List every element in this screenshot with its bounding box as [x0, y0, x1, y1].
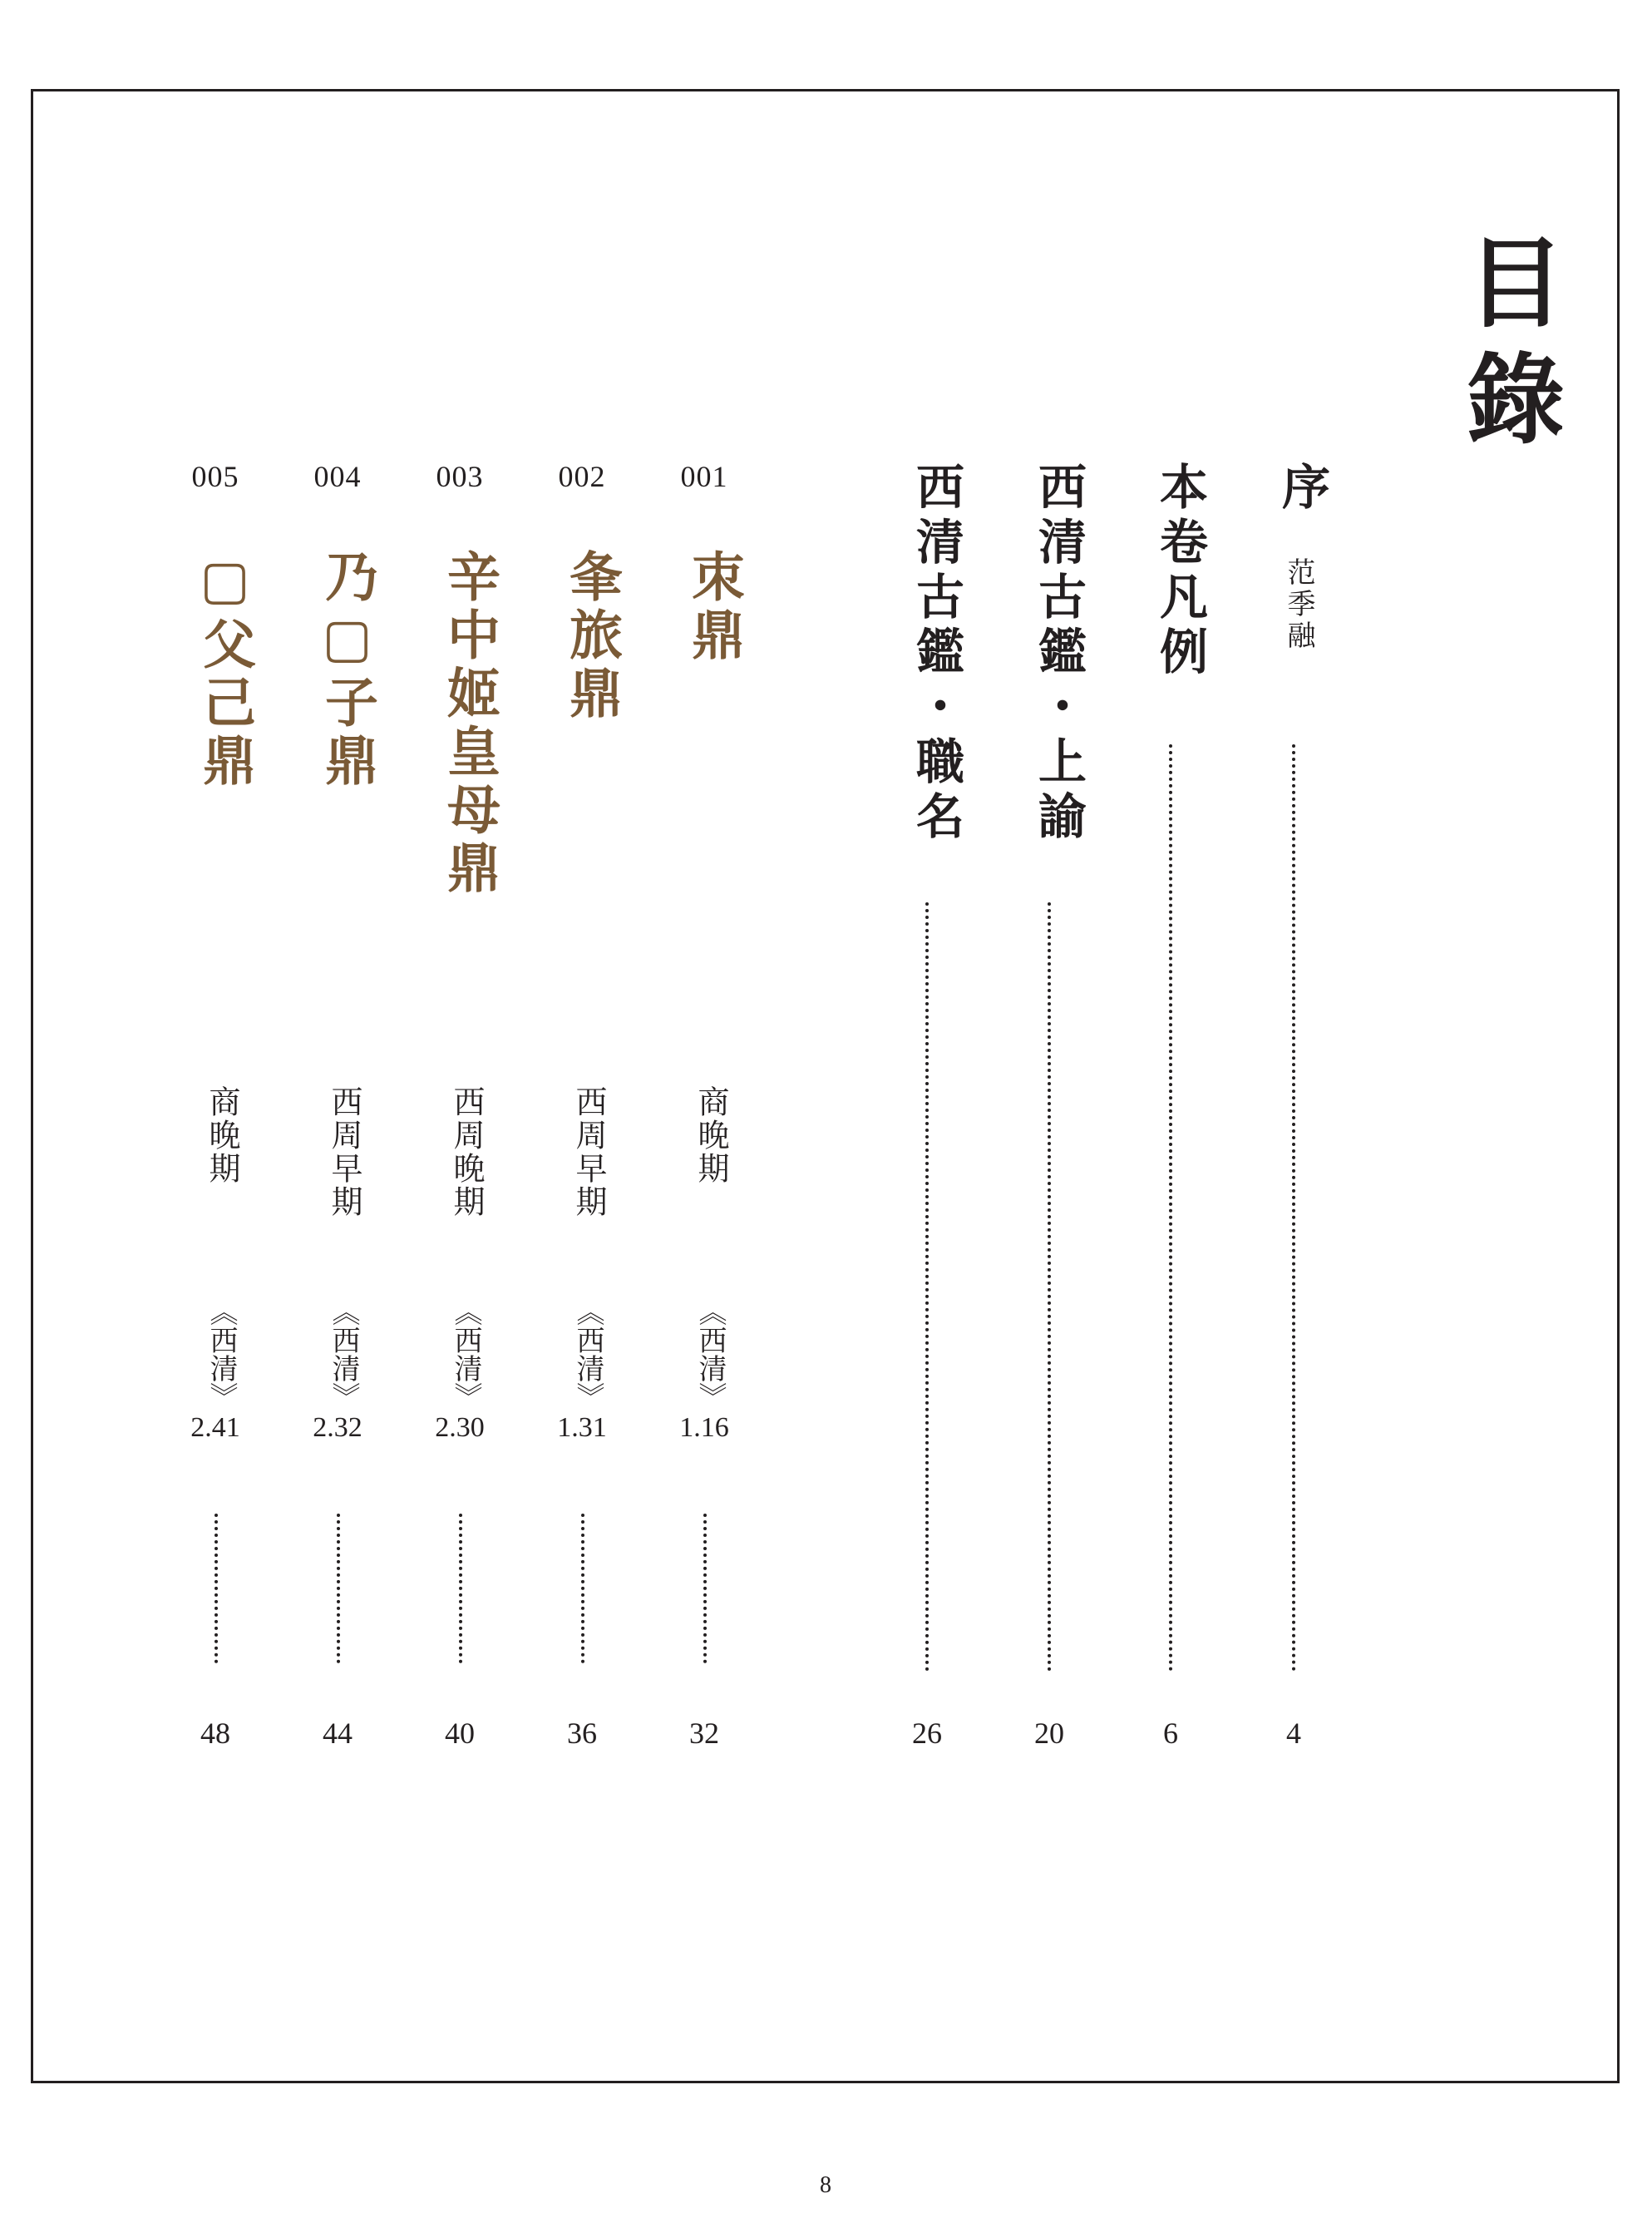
- preface-author: 范季融: [1282, 557, 1315, 652]
- leader-dots: [581, 1514, 584, 1663]
- entry-reference-label: 《西清》: [205, 1297, 238, 1410]
- leader-dots: [337, 1514, 340, 1663]
- page-frame: [31, 89, 1620, 2083]
- entry-period: 西周晚期: [448, 1085, 485, 1218]
- leader-dots: [215, 1514, 218, 1663]
- entry-page-number[interactable]: 48: [200, 1717, 230, 1750]
- page-number-preface[interactable]: 4: [1286, 1717, 1301, 1750]
- entry-reference-volume: 1.16: [679, 1412, 729, 1443]
- leader-dots: [459, 1514, 462, 1663]
- entry-period: 商晚期: [204, 1085, 240, 1185]
- entry-reference-label: 《西清》: [693, 1297, 727, 1410]
- entry-title[interactable]: ▢父己鼎: [194, 549, 256, 791]
- page-title: 目錄: [1450, 231, 1566, 464]
- leader-dots-conventions: [1169, 744, 1172, 1672]
- entry-reference-volume: 1.31: [557, 1412, 607, 1443]
- entry-title[interactable]: 辛中姬皇母鼎: [438, 549, 501, 898]
- front-matter-title-conventions[interactable]: 本卷凡例: [1151, 462, 1208, 681]
- entry-period: 西周早期: [570, 1085, 607, 1218]
- entry-number: 003: [436, 460, 484, 493]
- entry-reference-label: 《西清》: [327, 1297, 360, 1410]
- entry-number: 004: [313, 460, 362, 493]
- leader-dots-edict: [1048, 902, 1051, 1672]
- entry-page-number[interactable]: 44: [323, 1717, 353, 1750]
- entry-number: 002: [558, 460, 606, 493]
- page-number-conventions[interactable]: 6: [1163, 1717, 1178, 1750]
- entry-period: 西周早期: [326, 1085, 362, 1218]
- leader-dots: [703, 1514, 707, 1663]
- front-matter-title-preface[interactable]: 序: [1274, 462, 1330, 516]
- entry-reference-volume: 2.30: [435, 1412, 485, 1443]
- entry-title[interactable]: 朿鼎: [683, 549, 745, 665]
- leader-dots-preface: [1292, 744, 1295, 1672]
- page-number-edict[interactable]: 20: [1034, 1717, 1064, 1750]
- leader-dots-officials: [925, 902, 929, 1672]
- entry-reference-label: 《西清》: [449, 1297, 482, 1410]
- entry-page-number[interactable]: 40: [445, 1717, 475, 1750]
- front-matter-title-officials[interactable]: 西清古鑑・職名: [908, 462, 964, 846]
- entry-reference-label: 《西清》: [571, 1297, 604, 1410]
- entry-number: 005: [191, 460, 239, 493]
- entry-reference-volume: 2.32: [313, 1412, 362, 1443]
- entry-page-number[interactable]: 36: [567, 1717, 597, 1750]
- entry-reference-volume: 2.41: [190, 1412, 240, 1443]
- entry-title[interactable]: 乃▢子鼎: [316, 549, 378, 791]
- footer-page-number: 8: [820, 2172, 831, 2198]
- entry-period: 商晚期: [693, 1085, 729, 1185]
- entry-page-number[interactable]: 32: [689, 1717, 719, 1750]
- entry-title[interactable]: 夆旅鼎: [560, 549, 623, 724]
- front-matter-title-edict[interactable]: 西清古鑑・上諭: [1030, 462, 1087, 846]
- page-number-officials[interactable]: 26: [912, 1717, 942, 1750]
- entry-number: 001: [680, 460, 728, 493]
